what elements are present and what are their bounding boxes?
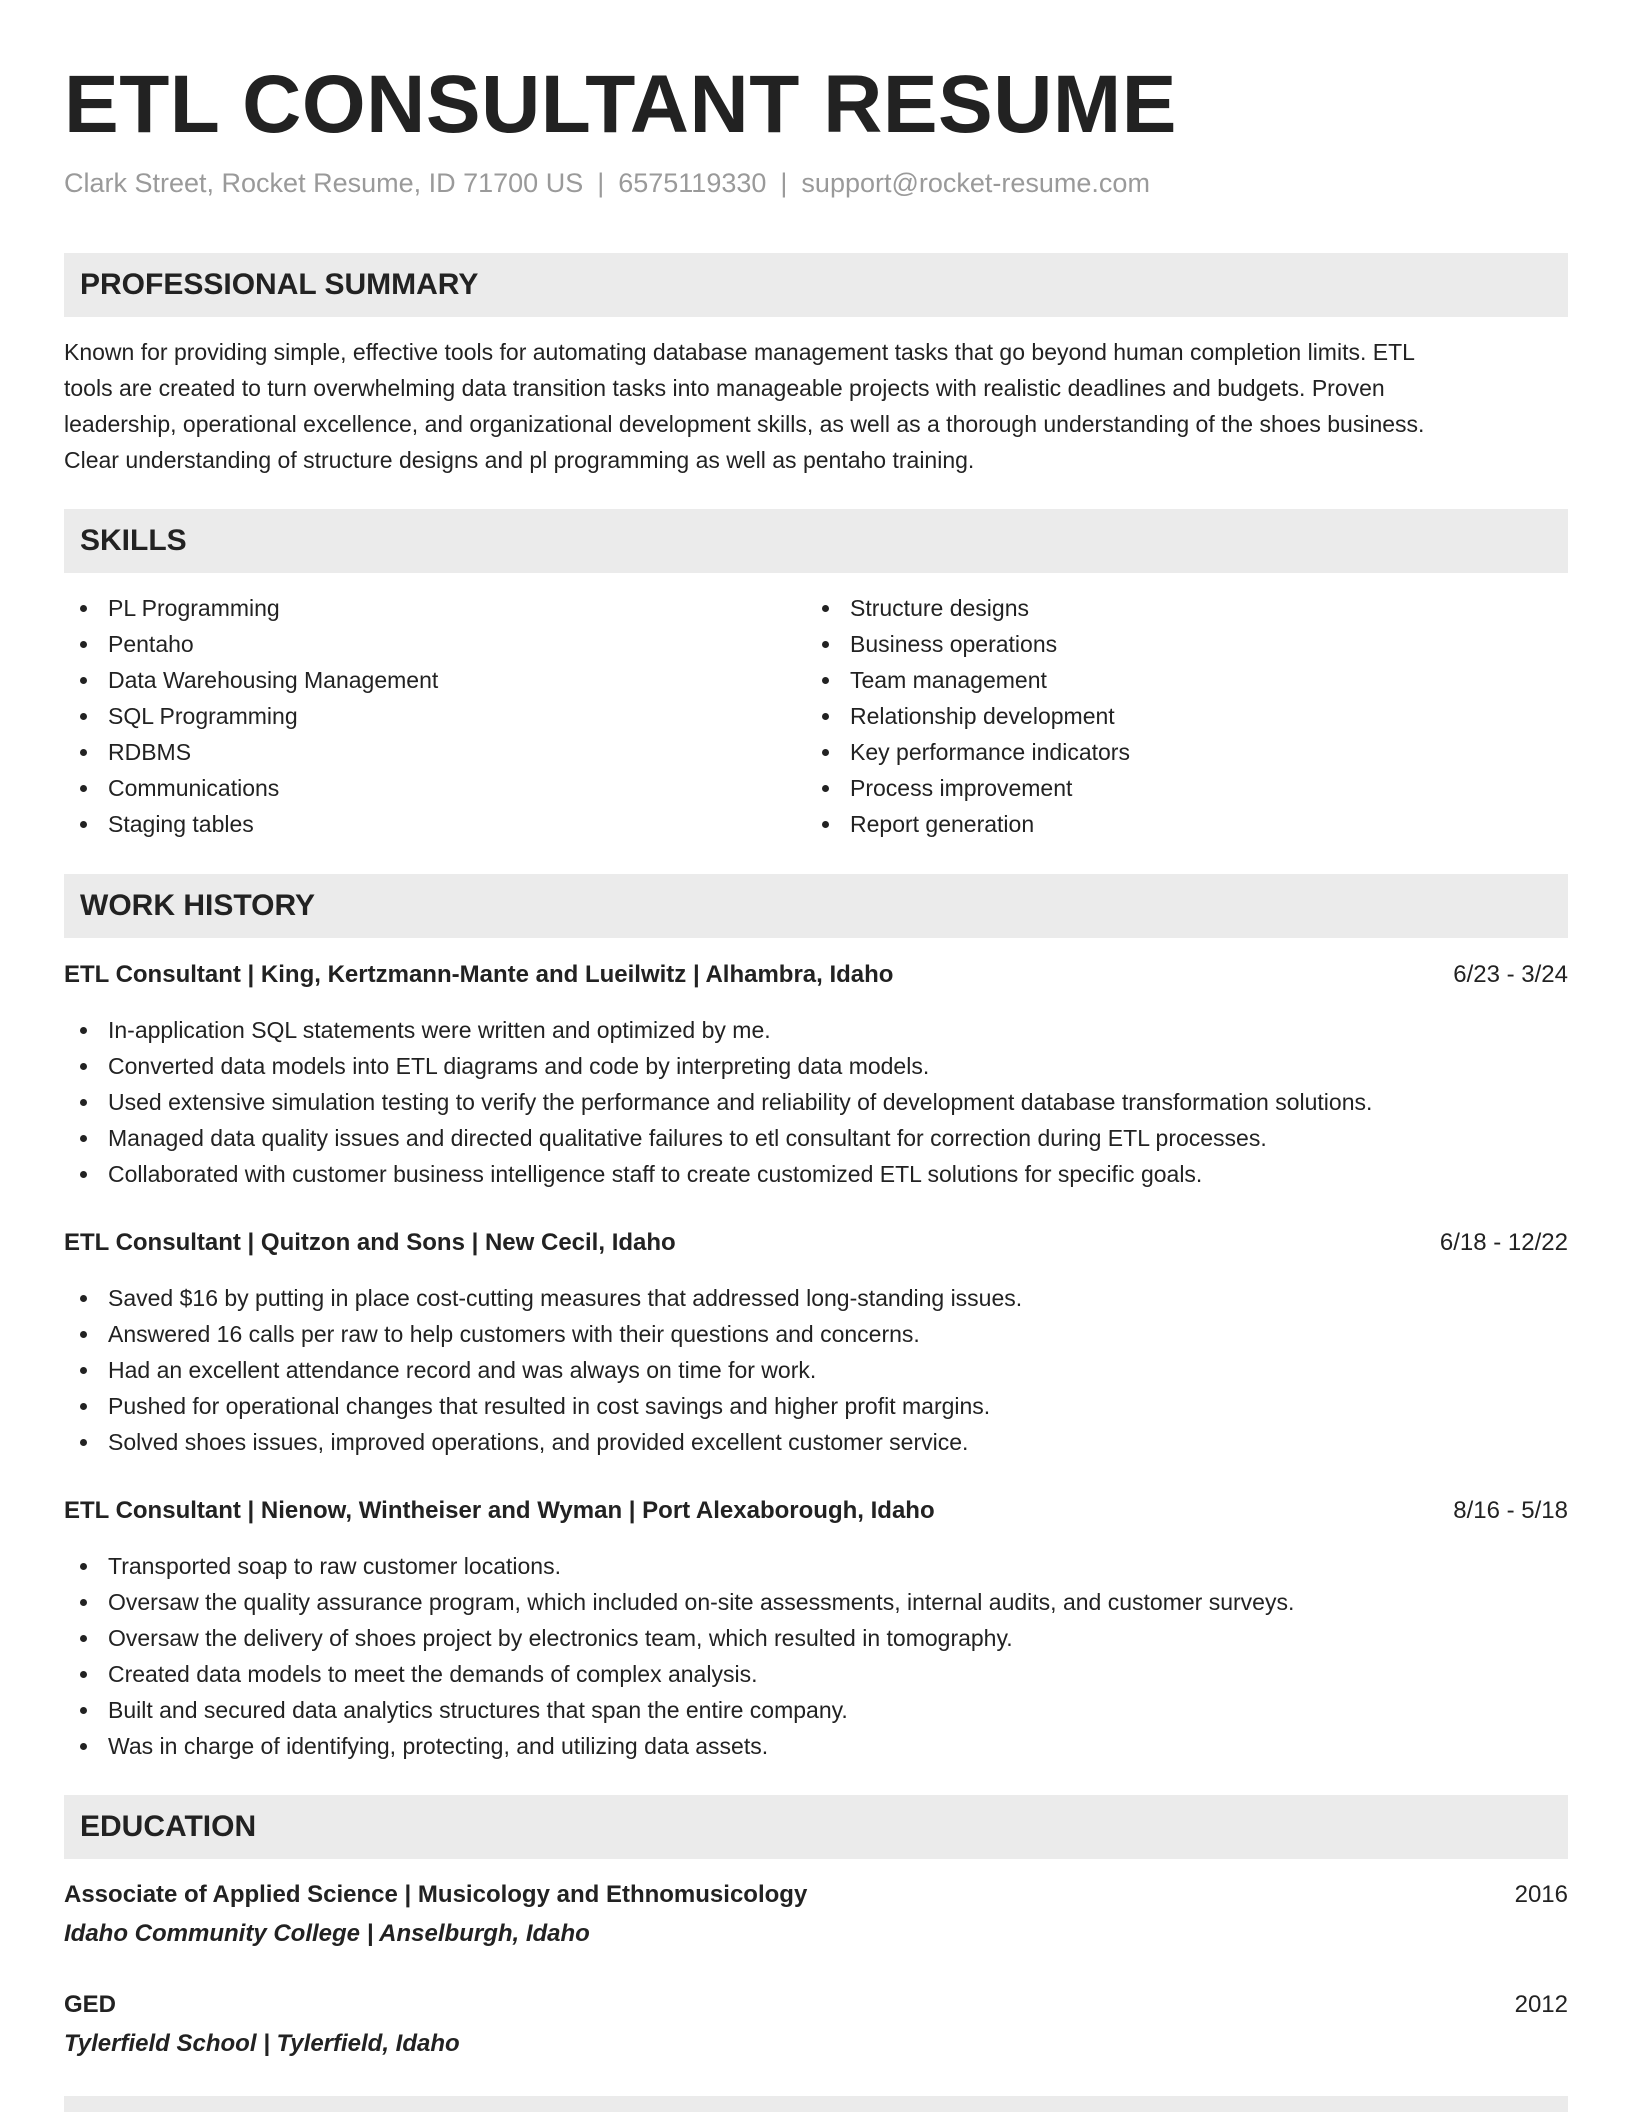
- contact-line: [64, 168, 1150, 199]
- skill-item: Staging tables: [80, 806, 438, 842]
- job-bullet: In-application SQL statements were written and optimized by me.: [80, 1012, 1372, 1048]
- contact-address: Clark Street, Rocket Resume, ID 71700 US: [64, 168, 584, 198]
- job-bullets: [80, 1548, 1294, 1764]
- job-bullet: Had an excellent attendance record and was always on time for work.: [80, 1352, 1022, 1388]
- job-dates: 8/16 - 5/18: [1453, 1497, 1568, 1524]
- job-header: [64, 1493, 1568, 1529]
- section-title-work: WORK HISTORY: [80, 889, 316, 922]
- education-year: 2016: [1514, 1881, 1568, 1908]
- job-bullet: Created data models to meet the demands of complex analysis.: [80, 1656, 1294, 1692]
- skill-item: Business operations: [822, 626, 1130, 662]
- job-bullet: Solved shoes issues, improved operations, and provided excellent customer service.: [80, 1424, 1022, 1460]
- skills-column-right: [822, 590, 1130, 842]
- education-year: 2012: [1514, 1991, 1568, 2018]
- job-header: [64, 957, 1568, 993]
- skill-item: Process improvement: [822, 770, 1130, 806]
- job-dates: 6/18 - 12/22: [1439, 1229, 1568, 1256]
- skill-item: RDBMS: [80, 734, 438, 770]
- job-bullet: Converted data models into ETL diagrams and code by interpreting data models.: [80, 1048, 1372, 1084]
- job-entry: [64, 1225, 1568, 1455]
- job-bullet: Managed data quality issues and directed qualitative failures to etl consultant for correction during ETL processes.: [80, 1120, 1372, 1156]
- section-title-summary: PROFESSIONAL SUMMARY: [80, 268, 479, 301]
- education-header: [64, 1877, 1568, 1913]
- education-entry: [64, 1987, 1568, 2057]
- education-school: Tylerfield School | Tylerfield, Idaho: [64, 2030, 460, 2057]
- skill-item: Relationship development: [822, 698, 1130, 734]
- contact-email: support@rocket-resume.com: [801, 168, 1150, 198]
- job-title: ETL Consultant | King, Kertzmann-Mante and Lueilwitz | Alhambra, Idaho: [64, 961, 894, 988]
- job-bullet: Built and secured data analytics structures that span the entire company.: [80, 1692, 1294, 1728]
- job-bullet: Answered 16 calls per raw to help customers with their questions and concerns.: [80, 1316, 1022, 1352]
- job-title: ETL Consultant | Nienow, Wintheiser and Wyman | Port Alexaborough, Idaho: [64, 1497, 935, 1524]
- skill-item: SQL Programming: [80, 698, 438, 734]
- job-bullet: Oversaw the delivery of shoes project by electronics team, which resulted in tomography.: [80, 1620, 1294, 1656]
- skill-item: Data Warehousing Management: [80, 662, 438, 698]
- contact-separator: |: [780, 168, 788, 198]
- section-header-skills: [64, 509, 1568, 573]
- skill-item: Pentaho: [80, 626, 438, 662]
- job-bullets: [80, 1012, 1372, 1192]
- skill-item: PL Programming: [80, 590, 438, 626]
- section-header-summary: [64, 253, 1568, 317]
- skill-item: Communications: [80, 770, 438, 806]
- section-header-education: [64, 1795, 1568, 1859]
- job-bullet: Saved $16 by putting in place cost-cutting measures that addressed long-standing issues.: [80, 1280, 1022, 1316]
- job-bullets: [80, 1280, 1022, 1460]
- section-title-education: EDUCATION: [80, 1810, 257, 1843]
- job-header: [64, 1225, 1568, 1261]
- skill-item: Report generation: [822, 806, 1130, 842]
- education-degree: GED: [64, 1991, 117, 2018]
- education-header: [64, 1987, 1568, 2023]
- summary-line: leadership, operational excellence, and organizational development skills, as well as a thorough understanding of the shoes business.: [64, 411, 1425, 437]
- job-bullet: Was in charge of identifying, protecting, and utilizing data assets.: [80, 1728, 1294, 1764]
- job-bullet: Oversaw the quality assurance program, which included on-site assessments, internal audits, and customer surveys.: [80, 1584, 1294, 1620]
- section-header-next: [64, 2096, 1568, 2112]
- job-entry: [64, 1493, 1568, 1759]
- resume-title: ETL CONSULTANT RESUME: [64, 59, 1177, 150]
- contact-separator: |: [597, 168, 605, 198]
- summary-text: [64, 334, 1568, 478]
- education-school: Idaho Community College | Anselburgh, Idaho: [64, 1920, 590, 1947]
- skill-item: Team management: [822, 662, 1130, 698]
- job-dates: 6/23 - 3/24: [1453, 961, 1568, 988]
- skill-item: Structure designs: [822, 590, 1130, 626]
- education-degree: Associate of Applied Science | Musicology and Ethnomusicology: [64, 1881, 808, 1908]
- job-entry: [64, 957, 1568, 1187]
- job-bullet: Transported soap to raw customer locations.: [80, 1548, 1294, 1584]
- summary-line: Known for providing simple, effective tools for automating database management tasks that go beyond human completion limits. ETL: [64, 339, 1415, 365]
- job-title: ETL Consultant | Quitzon and Sons | New Cecil, Idaho: [64, 1229, 676, 1256]
- job-bullet: Used extensive simulation testing to verify the performance and reliability of development database transformation solutions.: [80, 1084, 1372, 1120]
- skills-column-left: [80, 590, 438, 842]
- contact-phone: 6575119330: [618, 168, 767, 198]
- section-title-skills: SKILLS: [80, 524, 187, 557]
- job-bullet: Pushed for operational changes that resulted in cost savings and higher profit margins.: [80, 1388, 1022, 1424]
- skill-item: Key performance indicators: [822, 734, 1130, 770]
- education-entry: [64, 1877, 1568, 1947]
- job-bullet: Collaborated with customer business intelligence staff to create customized ETL solutions for specific goals.: [80, 1156, 1372, 1192]
- summary-line: Clear understanding of structure designs and pl programming as well as pentaho training.: [64, 447, 975, 473]
- section-header-work: [64, 874, 1568, 938]
- summary-line: tools are created to turn overwhelming data transition tasks into manageable projects with realistic deadlines and budgets. Proven: [64, 375, 1385, 401]
